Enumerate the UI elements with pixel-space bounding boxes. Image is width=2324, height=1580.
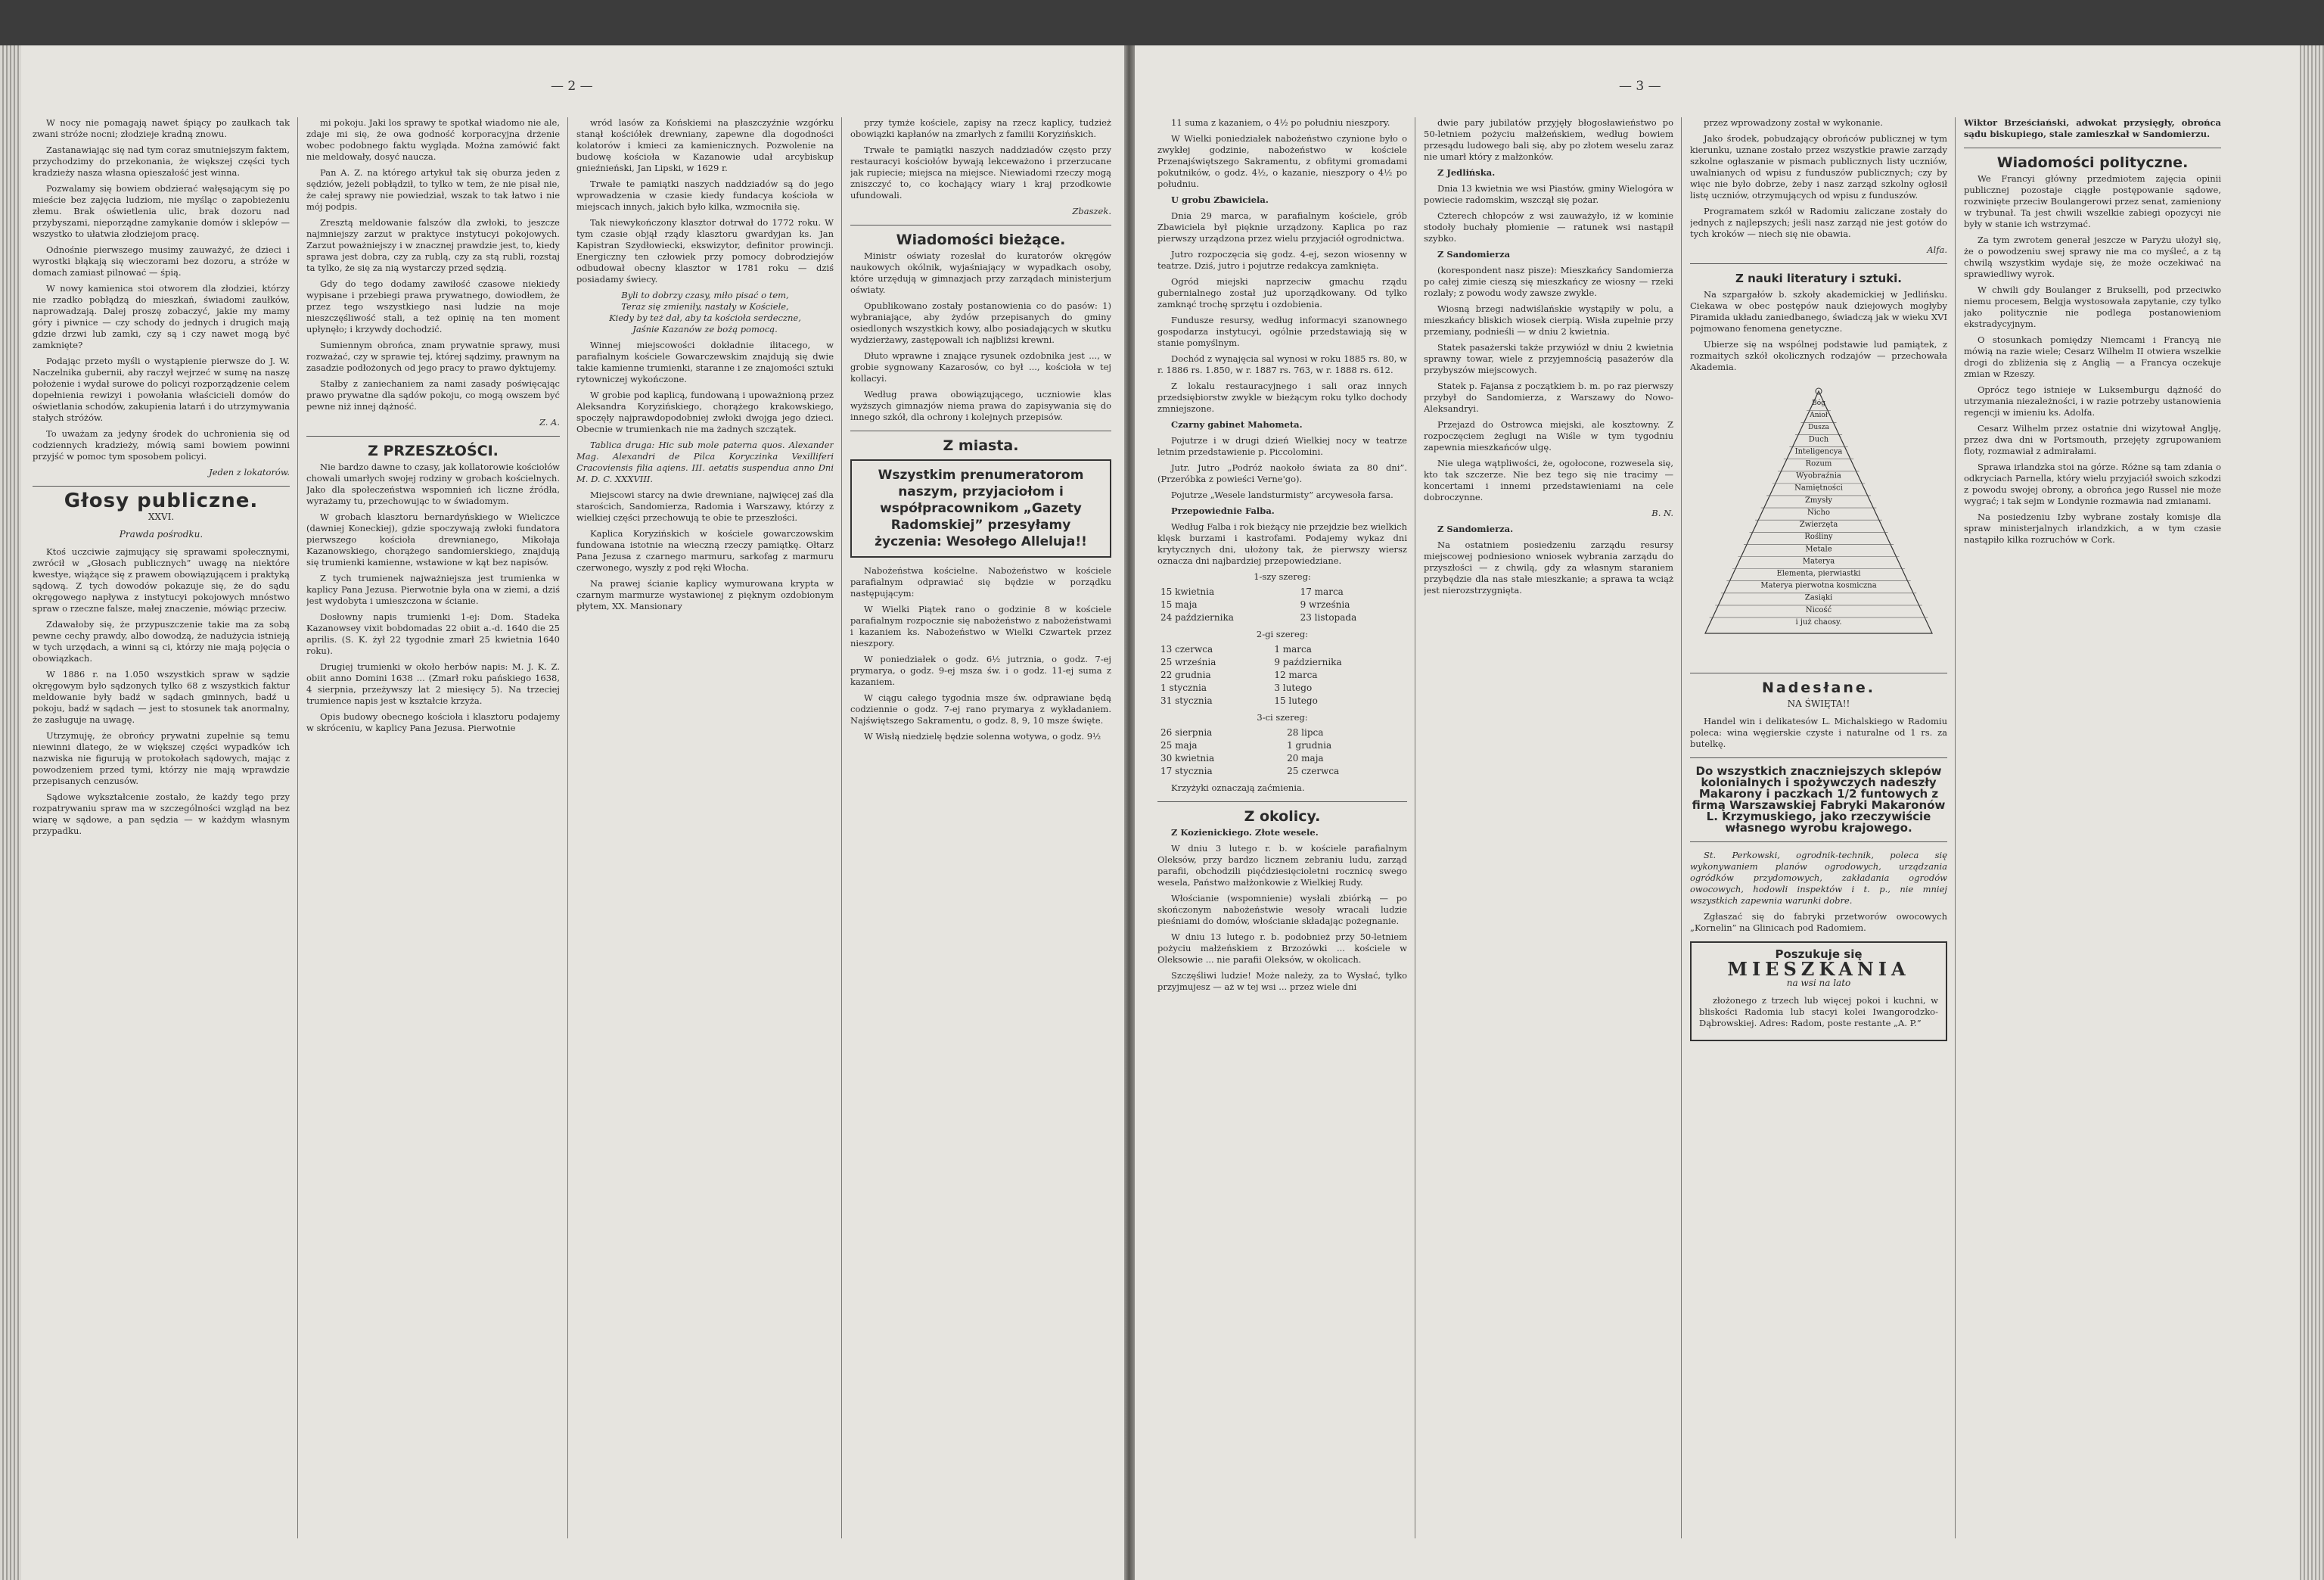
paragraph: U grobu Zbawiciela.: [1171, 194, 1269, 205]
paragraph: wród lasów za Końskiemi na płaszczyźnie wzgórku stanął kościółek drewniany, zapewne dla dogodności kolatorów i kmieci za kamienicznych. Pozwolenie na budowę kościoła w Kazanowie udał arcybiskup gnieźnieński, Jan Lipski, w 1629 r.: [576, 117, 834, 173]
schedule-row: [1157, 656, 1407, 669]
paragraph: Opublikowano zostały postanowienia co do pasów: 1) wybraniające, aby żydów przepisanych do gminy osiedlonych wszystkich kowy, albo posiadających w skutku wydzierżawy, zastępowali ich najbliżsi krewni.: [850, 300, 1111, 345]
paragraph: Gdy do tego dodamy zawiłość czasowe niekiedy wypisane i przebiegi prawa prywatnego, dowiodłem, że przez tego wszystkiego nasi ludzie na moje nieszczęśliwość stali, a też opinię na ten moment upłynęło; i krzywdy dochodzić.: [306, 278, 560, 334]
pyramid-level-label: i już chaosy.: [1795, 617, 1842, 627]
schedule-cell: 31 stycznia: [1160, 695, 1213, 706]
schedule-title: 1-szy szereg:: [1254, 571, 1311, 582]
paragraph: W Wielki Piątek rano o godzinie 8 w kościele parafialnym rozpocznie się nabożeństwo z nabożeństwami i kazaniem ks. Nabożeństwo w Wielki Czwartek przez nieszpory.: [850, 604, 1111, 648]
schedule-row: [1157, 669, 1407, 682]
schedule-cell: 20 maja: [1287, 753, 1324, 764]
schedule-row: [1157, 643, 1407, 656]
paragraph: Sądowe wykształcenie zostało, że każdy tego przy rozpatrywaniu spraw ma w szczególności wzgląd na bez wiarę w sądowe, a pan sędzia — w każdym własnym przypadku.: [33, 792, 290, 836]
paragraph: W ciągu całego tygodnia msze św. odprawiane będą codziennie o godz. 7-ej rano prymarya z wykładaniem. Najświętszego Sakramentu, o godz. 8, 9, 10 msze święte.: [850, 692, 1111, 726]
paragraph: We Francyi główny przedmiotem zajęcia opinii publicznej pozostaje ciągłe postępowanie sądowe, rozwinięte przeciw Boulangerowi przez senat, zamieniony w trybunał. Ta jest chwili wszelkie zabiegi opozycyi nie były w stanie ich wstrzymać.: [1964, 173, 2221, 229]
section-heading: Nadesłane.: [1761, 680, 1876, 696]
paragraph: Zastanawiając się nad tym coraz smutniejszym faktem, przychodzimy do przekonania, że większej części tych kradzieży nasza własna opieszałość jest winna.: [33, 145, 290, 178]
column-right-1: [1157, 117, 1407, 1538]
schedule-row: [1157, 599, 1407, 611]
paragraph: Z Sandomierza.: [1437, 524, 1514, 534]
paragraph: W poniedziałek o godz. 6½ jutrznia, o godz. 7-ej prymarya, o godz. 9-ej msza św. i o godz. 11-ej suma z kazaniem.: [850, 654, 1111, 687]
paragraph: W grobie pod kaplicą, fundowaną i upoważnioną przez Aleksandra Koryzińskiego, chorążego krakowskiego, spoczęły najprawdopodobniej zwłoki dwojga jego dzieci. Obecnie w trumienkach nie ma żadnych szczątek.: [576, 390, 834, 434]
schedule-cell: 28 lipca: [1287, 727, 1324, 738]
schedule-row: [1157, 682, 1407, 695]
pyramid-level-label: Nicość: [1805, 605, 1832, 614]
schedule-row: [1157, 739, 1407, 752]
section-heading: Z miasta.: [943, 437, 1019, 454]
paragraph: Z Sandomierza: [1437, 249, 1511, 260]
ad-heading: Poszukuje się: [1775, 947, 1863, 961]
schedule-cell: 24 października: [1160, 612, 1234, 623]
pyramid-level-label: Namiętności: [1794, 484, 1843, 493]
paragraph: Dosłowny napis trumienki 1-ej: Dom. Stadeka Kazanowsey vixit bobdomadas 22 obiit a.-d. 1640 die 25 aprilis. (S. K. żył 22 tygodnie zmarł 25 kwietnia 1640 roku).: [306, 611, 560, 656]
pyramid-level-label: Zwierzęta: [1799, 521, 1838, 530]
schedule-cell: 15 lutego: [1274, 695, 1318, 706]
paragraph: mi pokoju. Jaki los sprawy te spotkał wiadomo nie ale, zdaje mi się, że owa godność korporacyjna drżenie wobec podobnego faktu wygląda. Można zamówić fakt nie meldowały, dosyć naucza.: [306, 117, 560, 162]
paragraph: Z tych trumienek najważniejsza jest trumienka w kaplicy Pana Jezusa. Pierwotnie była ona w ziemi, a dziś jest wydobyta i umieszczona w ścianie.: [306, 573, 560, 606]
paragraph: Drugiej trumienki w około herbów napis: M. J. K. Z. obiit anno Domini 1638 ... (Zmarł roku pańskiego 1638, 4 sierpnia, przeżywszy lat 2 miesięcy 5). Na trzeciej trumience napis jest w kształcie krzyża.: [306, 661, 560, 706]
pyramid-level-label: Elementa, pierwiastki: [1776, 569, 1861, 578]
article-subtitle: Prawda pośrodku.: [119, 529, 204, 540]
pyramid-level-label: Zasiąki: [1804, 593, 1833, 602]
paragraph: Czarny gabinet Mahometa.: [1171, 419, 1303, 430]
paragraph: dwie pary jubilatów przyjęły błogosławieństwo po 50-letniem pożyciu małżeńskiem, według bowiem przesądu ludowego bali się, aby po złotem weselu zaraz nie umarł który z małżonków.: [1424, 117, 1673, 162]
newspaper-page-right: [1135, 45, 2300, 1580]
schedule-row: [1157, 765, 1407, 778]
paragraph: Na szpargałów b. szkoły akademickiej w Jedlińsku. Ciekawa w obec postępów nauk dziejowych mogłyby Piramida układu zaniedbanego, świadczą jak w wieku XVI pojmowano fenomena genetyczne.: [1690, 289, 1947, 334]
paragraph: przez wprowadzony został w wykonanie.: [1704, 117, 1883, 128]
paragraph: Szczęśliwi ludzie! Może należy, za to Wysłać, tylko przyjmujesz — aż w tej wsi ... przez wiele dni: [1157, 970, 1407, 992]
paragraph: Jako środek, pobudzający obrońców publicznej w tym kierunku, uznane zostało przez wszystkie prawie zarządy szkolne ogłaszanie w pismach publicznych listy uczniów, uwalnianych od wpisu z funduszów publicznych; czy by więc nie było dobrze, żeby i nasz zarząd szkolny ogłosił listę uczniów, otrzymujących od wpisu z funduszów.: [1690, 133, 1947, 201]
schedule-cell: 26 sierpnia: [1160, 727, 1213, 738]
paragraph: Dochód z wynajęcia sal wynosi w roku 1885 rs. 80, w r. 1886 rs. 1.850, w r. 1887 rs. 763, w r. 1888 rs. 612.: [1157, 353, 1407, 375]
paragraph: Na ostatniem posiedzeniu zarządu resursy miejscowej podniesiono wniosek wybrania zarządu do przyszłości — z chwilą, gdy za własnym staraniem przybędzie dla nas stałe mieszkanie; a sprawa ta wciąż jest nierozstrzygnięta.: [1424, 540, 1673, 596]
paragraph: Na posiedzeniu Izby wybrane zostały komisje dla spraw ministerjalnych irlandzkich, a w tym czasie nastąpiło kilka rozruchów w Cork.: [1964, 512, 2221, 545]
pyramid-level-label: Anioł: [1810, 412, 1828, 420]
ad-subheading: na wsi na lato: [1786, 978, 1851, 988]
signature: Jeden z lokatorów.: [209, 467, 290, 477]
pyramid-of-being-figure: [1690, 384, 1947, 656]
signature: Z. A.: [539, 417, 560, 428]
paragraph: Przejazd do Ostrowca miejski, ale kosztowny. Z rozpoczęciem żeglugi na Wiśle w tym tygodniu zapewnia mieszkańców ulgę.: [1424, 419, 1673, 453]
paragraph: Zdawałoby się, że przypuszczenie takie ma za sobą pewne cechy prawdy, albo dowodzą, że nadużycia istnieją w tych urzędach, a winni są ci, którzy nie mają pojęcia o obowiązkach.: [33, 619, 290, 664]
paragraph: W Wielki poniedziałek nabożeństwo czynione było o zwykłej godzinie, nabożeństwo w kościele Przenajświętszego Sakramentu, z obfitymi gromadami pokutników, o godz. 4½, o kazanie, nieszpory o 4½ po południu.: [1157, 133, 1407, 189]
schedule-row: [1157, 726, 1407, 739]
paragraph: Trwałe te pamiątki naszych naddziadów często przy restauracyi kościołów bywają lekceważono i przerzucane jak rupiecie; miejsca na miejsce. Niewiadomi rzeczy mogą zniszczyć to, co kochający wiary i kraj przodkowie ufundowali.: [850, 145, 1111, 201]
column-rule: [297, 117, 298, 1538]
column-right-2: [1424, 117, 1673, 1538]
schedule-title: 3-ci szereg:: [1257, 712, 1308, 723]
schedule-cell: 15 maja: [1160, 599, 1198, 610]
ad-body: złożonego z trzech lub więcej pokoi i kuchni, w bliskości Radomia lub stacyi kolei Iwangorodzko-Dąbrowskiej. Adres: Radom, poste restante „A. P.”: [1699, 995, 1938, 1028]
paragraph: Fundusze resursy, według informacyi szanownego gospodarza instytucyi, ogólnie przedstawiają się w stanie pomyślnym.: [1157, 315, 1407, 348]
divider: [1157, 801, 1407, 802]
schedule-row: [1157, 586, 1407, 599]
paragraph: Nie bardzo dawne to czasy, jak kollatorowie kościołów chowali umarłych swojej rodziny w grobach kościelnych. Jako dla społeczeństwa wspomnień ich liczne źródła, wyrażamy tu, przechowując to w świadomym.: [306, 462, 560, 506]
paragraph: Z lokalu restauracyjnego i sali oraz innych przedsiębiorstw zwykle w bieżącym roku tylko dochody zmniejszone.: [1157, 381, 1407, 414]
newspaper-page-left: [21, 45, 1124, 1580]
schedule-cell: 13 czerwca: [1160, 644, 1213, 655]
paragraph: Ktoś uczciwie zajmujący się sprawami społecznymi, zwrócił w „Głosach publicznych” uwagę na niektóre kwestye, wiążące się z prawem obowiązującem i praktyką sądową. Z tych dowodów pokazuje się, że do sądu okręgowego napływa z instytucyi pokojowych mnóstwo spraw o rzeczne falsze, małej znaczenie, mówiąc przeciw.: [33, 546, 290, 614]
paragraph: Zresztą meldowanie falszów dla zwłoki, to jeszcze najmniejszy zarzut w praktyce instytucyi pokojowych. Zarzut poważniejszy i w znacznej prawdzie jest, to, kiedy sprawa jest dobra, czy za rublą, czy za stą rubli, rozstaj ta tylko, że się za nią wystarczy przed sędzią.: [306, 217, 560, 273]
gardener-advertisement: St. Perkowski, ogrodnik-technik, poleca się wykonywaniem planów ogrodowych, urządzania ogródków przydomowych, zakładania ogrodów owocowych, hodowli inspektów i t. p., nie mniej wszystkich zapewnia warunki dobre.: [1690, 850, 1947, 906]
schedule-row: [1157, 752, 1407, 765]
schedule-cell: 25 maja: [1160, 740, 1198, 751]
column-rule: [1681, 117, 1682, 1538]
schedule-cell: 9 września: [1300, 599, 1350, 610]
schedule-cell: 1 stycznia: [1160, 683, 1207, 693]
paragraph: Dnia 13 kwietnia we wsi Piastów, gminy Wielogóra w powiecie radomskim, wszczął się pożar.: [1424, 183, 1673, 205]
signature: B. N.: [1651, 508, 1673, 518]
paragraph: W 1886 r. na 1.050 wszystkich spraw w sądzie okręgowym było sądzonych tylko 68 z wszystkich faktur meldowanie były badź w sądach gminnych, badź u pokoju, badź w sądach — jest to stosunek tak anormalny, że zasługuje na uwagę.: [33, 669, 290, 725]
column-rule: [841, 117, 842, 1538]
paragraph: Przepowiednie Falba.: [1171, 505, 1275, 516]
schedule-title: 2-gi szereg:: [1256, 629, 1309, 639]
paragraph: Pan A. Z. na którego artykuł tak się oburza jeden z sędziów, jeżeli pobłądził, to tylko w tem, że nie pisał nie, że całej sprawy nie powiedział, wszak to tak łatwo i nie mój podpis.: [306, 167, 560, 212]
column-rule: [567, 117, 568, 1538]
pyramid-level-label: Metale: [1805, 545, 1832, 554]
paragraph: Nie ulega wątpliwości, że, ogołocone, rozwesela się, kto tak szczerze. Nie bez tego się nie tracimy — koncertami i innemi przedstawieniami na cele dobroczynne.: [1424, 458, 1673, 502]
paragraph: Jutr. Jutro „Podróż naokoło świata za 80 dni”. (Przeróbka z powieści Verne'go).: [1157, 462, 1407, 484]
paragraph: Kaplica Koryzińskich w kościele gowarczowskim fundowana istotnie na wieczną rzeczy pamiątkę. Ołtarz Pana Jezusa z czarnego marmuru, sarkofag z marmuru czerwonego, wyszły z pod ręki Włocha.: [576, 528, 834, 573]
inscription: Tablica druga: Hic sub mole paterna quos. Alexander Mag. Alexandri de Pilca Koryczinka Vexilliferi Cracoviensis filia aqiens. III. aetatis suspendua anno Dni M. D. C. XXXVIII.: [576, 440, 834, 484]
paragraph: Sprawa irlandzka stoi na górze. Różne są tam zdania o odkryciach Parnella, który wielu przyjaciół swoich szkodzi z powodu swojej obrony, a obrońca jego Russel nie może wygrać; i tak sejm w Londynie rozmawia nad zmianami.: [1964, 462, 2221, 506]
column-rule: [1955, 117, 1956, 1538]
paragraph: Stałby z zaniechaniem za nami zasady poświęcając prawo prywatne dla sądów pokoju, co mogą owszem być pewne niż innej dążność.: [306, 378, 560, 412]
paragraph: Zgłaszać się do fabryki przetworów owocowych „Kornelin” na Glinicach pod Radomiem.: [1690, 911, 1947, 933]
paragraph: 11 suma z kazaniem, o 4½ po południu nieszpory.: [1171, 117, 1390, 128]
schedule-cell: 30 kwietnia: [1160, 753, 1215, 764]
column-right-3: [1690, 117, 1947, 1538]
paragraph: Utrzymuję, że obrońcy prywatni zupełnie są temu niewinni dlatego, że w większej części wypadków ich nazwiska nie figurują w protokołach sądowych, mając z powodzeniem przed tymi, którzy nie mają wprawdzie przepisanych cenzusów.: [33, 730, 290, 786]
paragraph: Podając przeto myśli o wystąpienie pierwsze do J. W. Naczelnika gubernii, aby raczył wejrzeć w sumę na naszę położenie i wydał surowe do policyi rozporządzenie celem dopełnienia rewizyi i powołania właścicieli domów do oświetlania schodów, zakupienia latarń i do utrzymywania stałych stróżów.: [33, 356, 290, 423]
paragraph: W nowy kamienica stoi otworem dla złodziei, którzy nie rzadko pobłądzą do mieszkań, świadomi zaułków, naprowadzają. Dalej proszę zobaczyć, jakie my mamy góry i piwnice — czy schody do jednych i drugich mają gdzie drzwi lub zamki, czy są i czy nawet mogą być zamknięte?: [33, 283, 290, 350]
paragraph: W grobach klasztoru bernardyńskiego w Wieliczce (dawniej Koneckiej), gdzie spoczywają zwłoki fundatora pierwszego kościoła drewnianego, Mikołaja Kazanowskiego, chorążego sandomierskiego, znajdują się trumienki kamienne, wstawione w kąt bez napisów.: [306, 512, 560, 568]
apartment-wanted-advertisement: [1690, 941, 1947, 1041]
paragraph: Pojutrze „Wesele landsturmisty” arcywesoła farsa.: [1171, 490, 1393, 500]
paragraph: Nabożeństwa kościelne. Nabożeństwo w kościele parafialnym odprawiać się będzie w porządku następującym:: [850, 565, 1111, 599]
critical-days-table: [1157, 726, 1407, 778]
pyramid-level-label: Materya: [1802, 557, 1835, 566]
paragraph: przy tymże kościele, zapisy na rzecz kaplicy, tudzież obowiązki kapłanów na zmarłych z familii Koryzińskich.: [850, 117, 1111, 139]
paragraph: Winnej miejscowości dokładnie ilitacego, w parafialnym kościele Gowarczewskim znajdują się dwie takie kamienne trumienki, staranne i ze znajomości sztuki rytowniczej wykończone.: [576, 340, 834, 384]
paragraph: Statek pasażerski także przywiózł w dniu 2 kwietnia sprawny towar, wiele z przyjemnością pasażerów dla przybyszów miejscowych.: [1424, 342, 1673, 375]
paragraph: Handel win i delikatesów L. Michalskiego w Radomiu poleca: wina węgierskie czyste i naturalne od 1 rs. za butelkę.: [1690, 716, 1947, 749]
pyramid-level-label: Duch: [1808, 435, 1829, 444]
page-number: — 2 —: [551, 79, 593, 94]
schedule-cell: 15 kwietnia: [1160, 586, 1215, 597]
column-left-1: [33, 117, 290, 1538]
pyramid-level-label: Rozum: [1805, 459, 1832, 468]
paragraph: O stosunkach pomiędzy Niemcami i Francyą nie mówią na razie wiele; Cesarz Wilhelm II otwiera wszelkie drogi do zbliżenia się z Anglią — a Francya oczekuje zmian w Rzeszy.: [1964, 334, 2221, 379]
section-subheading: NA ŚWIĘTA!!: [1787, 698, 1850, 709]
section-heading: Z okolicy.: [1244, 808, 1321, 825]
divider: [1690, 757, 1947, 758]
book-gutter: [1124, 45, 1135, 1580]
schedule-cell: 9 października: [1274, 657, 1342, 667]
paragraph: Czterech chłopców z wsi zauważyło, iż w kominie stodoły buchały płomienie — ratunek wsi nastąpił szybko.: [1424, 210, 1673, 244]
paragraph: Tak niewykończony klasztor dotrwał do 1772 roku. W tym czasie objął rządy klasztoru gwardyjan ks. Jan Kapistran Szydłowiecki, ekswizytor, definitor prowincji. Energiczny ten człowiek przy pomocy dobrodziejów odbudował obecny klasztor w 1781 roku — dziś posiadamy świecy.: [576, 217, 834, 285]
paragraph: W chwili gdy Boulanger z Brukselli, pod przeciwko niemu procesem, Belgja wystosowała zapytanie, czy tylko jako politycznie nie podlega postanowieniom ekstradycyjnym.: [1964, 285, 2221, 329]
schedule-cell: 17 stycznia: [1160, 766, 1213, 776]
paragraph: Miejscowi starcy na dwie drewniane, najwięcej zaś dla starościch, Sandomierza, Radomia i Warszawy, którzy z wielkiej części przechowują te obie te przeszłości.: [576, 490, 834, 523]
schedule-cell: 17 marca: [1300, 586, 1344, 597]
book-edge-left: [0, 45, 21, 1580]
paragraph: Na prawej ścianie kaplicy wymurowana krypta w czarnym marmurze wystawionej z pięknym ozdobionym płytem, XX. Mansionary: [576, 578, 834, 611]
pyramid-level-label: Nicho: [1807, 508, 1831, 517]
column-left-4: [850, 117, 1111, 1538]
signature: Alfa.: [1927, 244, 1947, 255]
paragraph: Włościanie (wspomnienie) wysłali zbiórką — po skończonym nabożeństwie wesoły wracali ludzie pieśniami do domów, włościanie składając pożegnanie.: [1157, 893, 1407, 926]
section-heading: Głosy publiczne.: [64, 490, 259, 512]
paragraph: Jutro rozpoczęcia się godz. 4-ej, sezon wiosenny w teatrze. Dziś, jutro i pojutrze redakcya zamknięta.: [1157, 249, 1407, 271]
page-number: — 3 —: [1619, 79, 1661, 94]
divider: [306, 436, 560, 437]
section-heading: Z nauki literatury i sztuki.: [1735, 272, 1902, 285]
column-right-4: [1964, 117, 2221, 1538]
pyramid-level-label: Wyobraźnia: [1796, 471, 1841, 481]
schedule-row: [1157, 611, 1407, 624]
paragraph: W dniu 13 lutego r. b. podobnież przy 50-letniem pożyciu małżeńskiem z Brzozówki ... kościele w Oleksowie ... nie parafii Oleksów, w okolicach.: [1157, 932, 1407, 965]
verse: Byli to dobrzy czasy, miło pisać o tem, Teraz się zmieniły, nastały w Kościele, Kiedy by też dał, aby ta kościoła serdeczne, Jaśnie Kazanów ze bożą pomocą.: [609, 290, 801, 334]
paragraph: Statek p. Fajansa z początkiem b. m. po raz pierwszy przybył do Sandomierza, z Warszawy do Nowo-Aleksandryi.: [1424, 381, 1673, 414]
paragraph: Wiosną brzegi nadwiślańskie wystąpiły w polu, a mieszkańcy bliskich wiosek cierpią. Wisła zupełnie przy przemiany, podnieśli — w dniu 2 kwietnia.: [1424, 303, 1673, 337]
paragraph: Opis budowy obecnego kościoła i klasztoru podajemy w skróceniu, w kaplicy Pana Jezusa. Pierwotnie: [306, 711, 560, 733]
paragraph: Pojutrze i w drugi dzień Wielkiej nocy w teatrze letnim przedstawienie p. Piccolomini.: [1157, 435, 1407, 457]
paragraph: W Wisłą niedzielę będzie solenna wotywa, o godz. 9½: [864, 731, 1101, 742]
pyramid-level-label: Rośliny: [1804, 533, 1833, 542]
pyramid-level-label: Dusza: [1808, 424, 1829, 432]
lawyer-notice: Wiktor Brześciański, adwokat przysięgły, obrońca sądu biskupiego, stale zamieszkał w Sandomierzu.: [1964, 117, 2221, 139]
critical-days-table: [1157, 586, 1407, 624]
schedule-cell: 1 grudnia: [1287, 740, 1332, 751]
schedule-cell: 12 marca: [1274, 670, 1318, 680]
paragraph: Według Falba i rok bieżący nie przejdzie bez wielkich klęsk burzami i kastrofami. Podajemy wykaz dni krytycznych dni, ułożony tak, że pierwszy wiersz oznacza dni najbardziej przepowiedziane.: [1157, 521, 1407, 566]
paragraph: Oprócz tego istnieje w Luksemburgu dążność do utrzymania niezależności, i w razie potrzeby ustanowienia regencji w imieniu ks. Adolfa.: [1964, 384, 2221, 418]
makaron-advertisement: Do wszystkich znaczniejszych sklepów kolonialnych i spożywczych nadeszły Makarony i paczkach 1/2 funtowych z firmą Warszawskiej Fabryki Makaronów L. Krzymuskiego, jako rzeczywiście własnego wyrobu krajowego.: [1692, 764, 1946, 835]
schedule-row: [1157, 695, 1407, 708]
pyramid-level-label: Inteligencya: [1794, 447, 1843, 456]
signature: Zbaszek.: [1072, 206, 1111, 216]
book-edge-right: [2300, 45, 2324, 1580]
paragraph: Według prawa obowiązującego, uczniowie klas wyższych gimnazjów niema prawa do zapisywania się do innego szkół, dla ochrony i kolejnych przepisów.: [850, 389, 1111, 422]
paragraph: Ogród miejski naprzeciw gmachu rządu gubernialnego został już uporządkowany. Od tylko zamknąć trochę sprzętu i ozdobienia.: [1157, 276, 1407, 309]
easter-greeting-box: [850, 459, 1111, 558]
paragraph: W nocy nie pomagają nawet śpiący po zaułkach tak zwani stróże nocni; złodzieje kradną znowu.: [33, 117, 290, 139]
paragraph: Sumiennym obrońca, znam prywatnie sprawy, musi rozważać, czy w sprawie tej, której sądzimy, prawnym na zasadzie podłożonych od jego pracy to prawo dyktujemy.: [306, 340, 560, 373]
section-number: XXVI.: [148, 512, 175, 522]
pyramid-level-label: Bóg: [1812, 400, 1825, 407]
schedule-cell: 3 lutego: [1274, 683, 1313, 693]
paragraph: Dnia 29 marca, w parafialnym kościele, grób Zbawiciela był pięknie urządzony. Kaplica po raz pierwszy urządzona przez wielu przyjaciół ogrodnictwa.: [1157, 210, 1407, 244]
schedule-cell: 23 listopada: [1300, 612, 1357, 623]
divider: [1690, 263, 1947, 264]
paragraph: Z Jedlińska.: [1437, 167, 1496, 178]
paragraph: To uważam za jedyny środek do uchronienia się od codziennych kradzieży, mówią sami bowiem powinni przyjść w pomoc tym sposobem policyi.: [33, 428, 290, 462]
divider: [33, 486, 290, 487]
schedule-cell: 22 grudnia: [1160, 670, 1211, 680]
pyramid-level-label: Materya pierwotna kosmiczna: [1760, 581, 1877, 590]
paragraph: Pozwalamy się bowiem obdzierać wałęsającym się po mieście bez zajęcia ludziom, nie myśląc o zapobieżeniu złemu. Brak oświetlenia ulic, brak dozoru nad przybyszami, nieporządne zamykanie domów i sklepów — wszystko to ułatwia złodziejom pracę.: [33, 183, 290, 239]
paragraph: Ministr oświaty rozesłał do kuratorów okręgów naukowych okólnik, wyjaśniający w wypadkach osoby, które urzędują w gimnazjach przy zarządach ministerjum oświaty.: [850, 250, 1111, 295]
paragraph: Krzyżyki oznaczają zaćmienia.: [1171, 782, 1305, 793]
divider: [1690, 841, 1947, 842]
section-heading: Z PRZESZŁOŚCI.: [368, 443, 499, 459]
section-heading: Wiadomości polityczne.: [1996, 154, 2189, 171]
schedule-cell: 25 września: [1160, 657, 1216, 667]
critical-days-table: [1157, 643, 1407, 708]
paragraph: Cesarz Wilhelm przez ostatnie dni wizytował Anglję, przez dwa dni w Portsmouth, przejęty zgrupowaniem floty, rozmawiał z admirałami.: [1964, 423, 2221, 456]
paragraph: Dłuto wprawne i znające rysunek ozdobnika jest ..., w grobie sygnowany Kazarosów, co był ..., kościoła w tej kollacyi.: [850, 350, 1111, 384]
ad-keyword: MIESZKANIA: [1727, 958, 1910, 980]
schedule-cell: 25 czerwca: [1287, 766, 1340, 776]
paragraph: Ubierze się na wspólnej podstawie lud pamiątek, z rozmaitych szkół okolicznych rodzajów — przechowała Akademia.: [1690, 339, 1947, 372]
paragraph: Programatem szkół w Radomiu zaliczane zostały do jednych z najlepszych; jeśli nasz zarząd nie jest gotów do tych kroków — niech się nie obawia.: [1690, 206, 1947, 239]
column-left-3: [576, 117, 834, 1538]
paragraph: Odnośnie pierwszego musimy zauważyć, że dzieci i wyrostki błąkają się wieczorami bez dozoru, a stróże w domach zamiast pilnować — śpią.: [33, 244, 290, 278]
paragraph: Trwałe te pamiątki naszych naddziadów są do jego wprowadzenia w czasie kiedy fundacya kościoła w miejscach innych, jakich było kilka, wzmocniła się.: [576, 179, 834, 212]
paragraph: W dniu 3 lutego r. b. w kościele parafialnym Oleksów, przy bardzo licznem zebraniu ludu, zarząd parafii, obchodzili pięćdziesięcioletni rocznicę swego wesela, Państwo małżonkowie z Wielkiej Rudy.: [1157, 843, 1407, 888]
section-heading: Wiadomości bieżące.: [896, 232, 1066, 248]
pyramid-level-label: Zmysły: [1804, 496, 1833, 505]
paragraph: (korespondent nasz pisze): Mieszkańcy Sandomierza po całej zimie cieszą się mieszkańcy ze wiosny — rzeki rozlały; z powodu wody zawsze zwykle.: [1424, 265, 1673, 298]
schedule-cell: 1 marca: [1274, 644, 1312, 655]
paragraph: Z Kozienickiego. Złote wesele.: [1171, 827, 1319, 838]
paragraph: Za tym zwrotem generał jeszcze w Paryżu ułożył się, że o powodzeniu swej sprawy nie ma co myśleć, a z tą chwilą wszystkim wydaje się, że może oczekiwać na sprawiedliwy wyrok.: [1964, 235, 2221, 279]
column-left-2: [306, 117, 560, 1538]
greeting-text: Wszystkim prenumeratorom naszym, przyjaciołom i współpracownikom „Gazety Radomskiej” przesyłamy życzenia: Wesołego Alleluja!!: [875, 468, 1087, 549]
